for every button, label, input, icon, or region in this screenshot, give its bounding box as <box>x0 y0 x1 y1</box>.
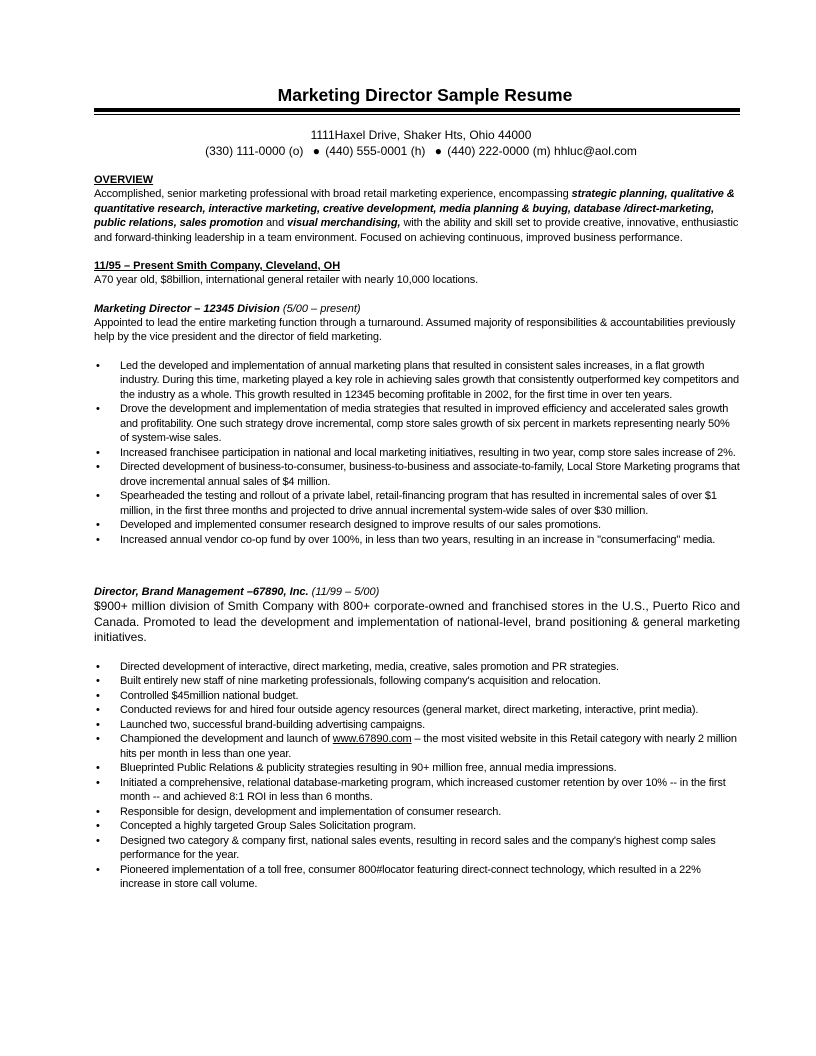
overview-visual-merch: visual merchandising, <box>287 217 401 229</box>
role2-bullet-list <box>94 660 740 892</box>
role1-dates: (5/00 – present) <box>279 302 361 315</box>
list-item: • Controlled $45million national budget. <box>96 689 299 702</box>
list-item: • Designed two category & company first, national sales events, resulting in record sales and the company's highest comp sales performance for the year. <box>96 834 716 861</box>
phone-office: (330) 111-0000 (o) <box>205 144 304 158</box>
bullet-icon: • <box>96 805 100 818</box>
bullet-icon: • <box>96 733 100 745</box>
bullet-icon: • <box>96 863 100 876</box>
overview-text-3: with the ability and skill set to provide creative, innovative, enthusiastic and forward-thinking leadership in a team environment. Focused on achieving continuous, improved business performance. <box>94 217 739 244</box>
page-title: Marketing Director Sample Resume <box>277 85 573 105</box>
list-item: • Built entirely new staff of nine marketing professionals, following company's acquisition and relocation. <box>96 675 601 687</box>
bullet-icon: • <box>96 762 100 774</box>
list-item: • Initiated a comprehensive, relational database-marketing program, which increased customer retention by over 10% -- in the first month -- and achieved 8:1 ROI in less than 6 months. <box>96 776 726 803</box>
bullet-icon: • <box>96 776 100 789</box>
website-link[interactable]: www.67890.com <box>332 733 412 745</box>
list-item: • Concepted a highly targeted Group Sales Solicitation program. <box>96 820 416 832</box>
bullet-icon: • <box>96 660 100 673</box>
list-item: • Spearheaded the testing and rollout of a private label, retail-financing program that has resulted in incremental sales of over $1 million, in the first three months and projected to drive annual incremental system-wide sales of over $30 million. <box>96 490 717 517</box>
role2-heading <box>94 585 740 599</box>
list-item: • Responsible for design, development and implementation of consumer research. <box>96 805 502 818</box>
role1-bullet-list <box>94 359 740 548</box>
list-item: • Drove the development and implementation of media strategies that resulted in improved efficiency and accelerated sales growth and profitability. One such strategy drove incremental, comp store sales growth of six percent in markets representing nearly 50% of system-wise sales. <box>96 403 730 444</box>
contact-address: 1111Haxel Drive, Shaker Hts, Ohio 44000 <box>310 128 532 142</box>
list-item: • Conducted reviews for and hired four outside agency resources (general market, direct marketing, interactive, print media). <box>96 704 699 716</box>
role2-title: Director, Brand Management –67890, Inc. <box>94 586 309 598</box>
bullet-icon: • <box>96 834 100 847</box>
list-item: • Directed development of business-to-consumer, business-to-business and associate-to-family, Local Store Marketing programs that drove incremental annual sales of $4 million. <box>96 461 740 488</box>
bullet-icon: • <box>96 461 100 473</box>
role2-dates: (11/99 – 5/00) <box>308 586 380 598</box>
company-heading: 11/95 – Present Smith Company, Cleveland, OH <box>94 260 341 272</box>
bullet-icon: • <box>96 689 100 702</box>
bullet-icon: • <box>96 490 100 502</box>
bullet-icon: • <box>96 718 100 731</box>
bullet-icon: ● <box>312 144 320 158</box>
list-item: • Increased franchisee participation in national and local marketing initiatives, resulting in two year, comp store sales increase of 2%. <box>96 446 736 459</box>
role2-summary: $900+ million division of Smith Company with 800+ corporate-owned and franchised stores in the U.S., Puerto Rico and Canada. Promoted to lead the development and implementation of national-level, brand positioning & general marketing initiatives. <box>94 599 740 644</box>
contact-phones <box>102 143 740 159</box>
contact-block <box>94 127 740 159</box>
bullet-icon: • <box>96 533 100 546</box>
resume-page <box>94 84 740 892</box>
overview-skills: strategic planning, qualitative & quantitative research, interactive marketing, creative development, media planning & buying, database /direct-marketing, public relations, sales promotion <box>94 188 735 229</box>
overview-text-1: Accomplished, senior marketing professional with broad retail marketing experience, encompassing <box>94 188 572 200</box>
list-item: • Increased annual vendor co-op fund by over 100%, in less than two years, resulting in an increase in "consumerfacing" media. <box>96 533 716 546</box>
list-item: • Developed and implemented consumer research designed to improve results of our sales promotions. <box>96 519 601 531</box>
company-description: A70 year old, $8billion, international general retailer with nearly 10,000 locations. <box>94 274 479 286</box>
bullet-icon: • <box>96 403 100 415</box>
bullet-icon: • <box>96 359 100 372</box>
bullet-icon: • <box>96 519 100 531</box>
phone-home: (440) 555-0001 (h) <box>325 144 426 158</box>
role1-heading <box>94 302 740 316</box>
title-rule-thick <box>94 108 740 112</box>
list-item: • Pioneered implementation of a toll free, consumer 800#locator featuring direct-connect technology, which resulted in a 22% increase in store call volume. <box>96 863 701 890</box>
title-rule-thin <box>94 114 740 115</box>
list-item: • Led the developed and implementation of annual marketing plans that resulted in consistent sales increases, in a flat growth industry. During this time, marketing played a key role in achieving sales growth that consistently outperformed key competitors and the industry as a whole. This growth resulted in 12345 becoming profitable in 2002, for the first time in over ten years. <box>96 359 739 401</box>
phone-mobile-email: (440) 222-0000 (m) hhluc@aol.com <box>447 144 637 158</box>
overview-heading: OVERVIEW <box>94 174 154 186</box>
bullet-icon: • <box>96 675 100 687</box>
list-item: • Directed development of interactive, direct marketing, media, creative, sales promotion and PR strategies. <box>96 660 619 673</box>
list-item: • Launched two, successful brand-building advertising campaigns. <box>96 718 425 731</box>
list-item: • Championed the development and launch of www.67890.com – the most visited website in this Retail category with nearly 2 million hits per month in less than one year. <box>96 733 737 760</box>
bullet-icon: • <box>96 446 100 459</box>
list-item: • Blueprinted Public Relations & publicity strategies resulting in 90+ million free, annual media impressions. <box>96 762 617 774</box>
bullet-icon: • <box>96 820 100 832</box>
role1-summary: Appointed to lead the entire marketing function through a turnaround. Assumed majority of responsibilities & accountabilities previously help by the vice president and the director of field marketing. <box>94 316 736 343</box>
bullet-icon: • <box>96 704 100 716</box>
role1-title: Marketing Director – 12345 Division <box>94 302 280 315</box>
bullet-icon: ● <box>434 144 442 158</box>
overview-text <box>94 187 740 245</box>
overview-text-2: and <box>263 217 288 229</box>
